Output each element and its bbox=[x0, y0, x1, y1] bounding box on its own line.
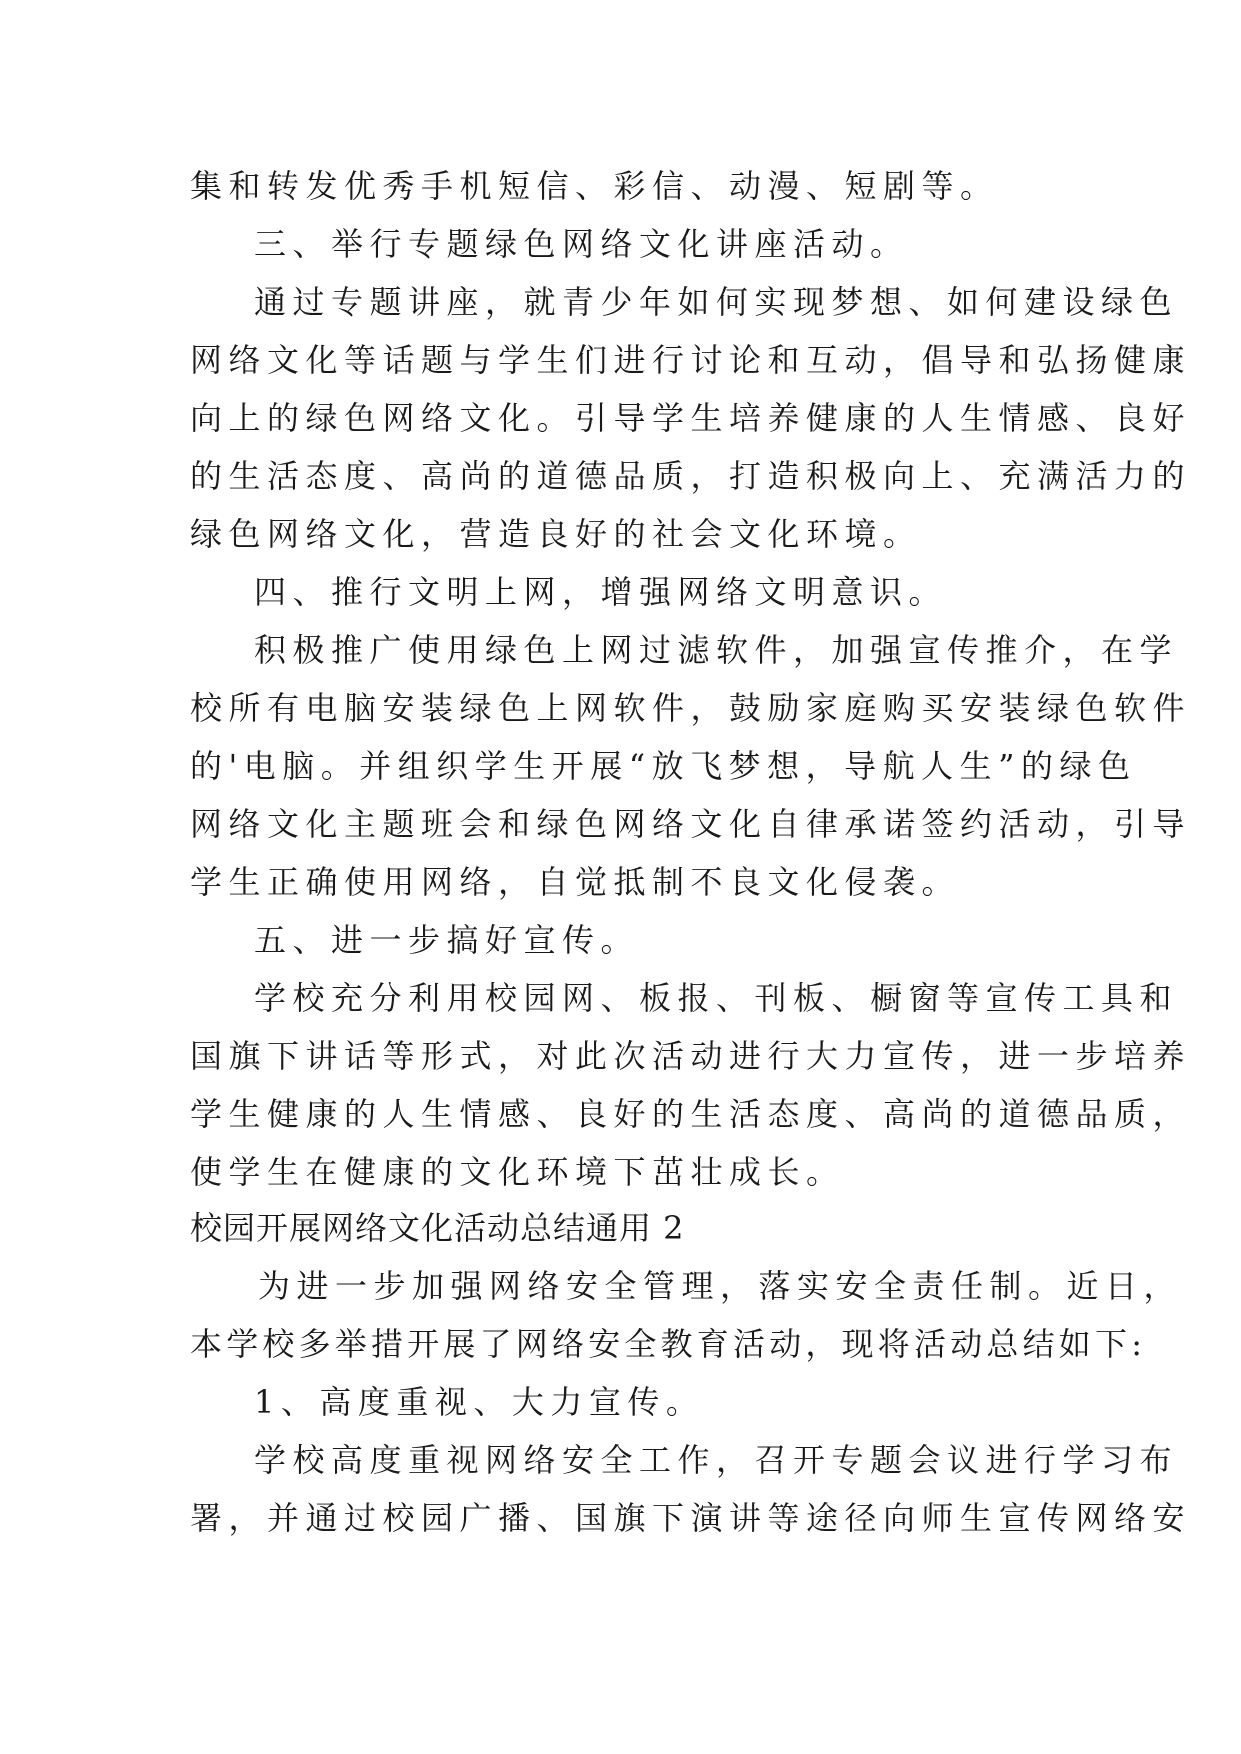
section-heading: 四、推行文明上网，增强网络文明意识。 bbox=[254, 573, 948, 611]
text-line: 集和转发优秀手机短信、彩信、动漫、短剧等。 bbox=[190, 167, 999, 205]
text-line: 通过专题讲座，就青少年如何实现梦想、如何建设绿色 bbox=[254, 283, 1179, 321]
text-line: 署，并通过校园广播、国旗下演讲等途径向师生宣传网络安 bbox=[190, 1499, 1192, 1537]
text-line: 学校高度重视网络安全工作，召开专题会议进行学习布 bbox=[254, 1441, 1179, 1479]
text-line: 学生正确使用网络，自觉抵制不良文化侵袭。 bbox=[190, 863, 961, 901]
text-line: 向上的绿色网络文化。引导学生培养健康的人生情感、良好 bbox=[190, 399, 1192, 437]
text-line: 网络文化等话题与学生们进行讨论和互动，倡导和弘扬健康 bbox=[190, 341, 1192, 379]
text-line: 网络文化主题班会和绿色网络文化自律承诺签约活动，引导 bbox=[190, 805, 1192, 843]
text-line: 使学生在健康的文化环境下茁壮成长。 bbox=[190, 1153, 845, 1191]
text-line: 的生活态度、高尚的道德品质，打造积极向上、充满活力的 bbox=[190, 457, 1192, 495]
text-line: 学生健康的人生情感、良好的生活态度、高尚的道德品质， bbox=[190, 1095, 1192, 1133]
text-line: 为进一步加强网络安全管理，落实安全责任制。近日， bbox=[258, 1267, 1183, 1305]
section-heading: 1、高度重视、大力宣传。 bbox=[254, 1383, 705, 1421]
text-line: 学校充分利用校园网、板报、刊板、橱窗等宣传工具和 bbox=[254, 979, 1179, 1017]
text-line: 的'电脑。并组织学生开展“放飞梦想，导航人生”的绿色 bbox=[190, 747, 1137, 785]
text-line: 本学校多举措开展了网络安全教育活动，现将活动总结如下: bbox=[190, 1325, 1147, 1363]
text-line: 国旗下讲话等形式，对此次活动进行大力宣传，进一步培养 bbox=[190, 1037, 1192, 1075]
text-line: 绿色网络文化，营造良好的社会文化环境。 bbox=[190, 515, 922, 553]
section-heading: 五、进一步搞好宣传。 bbox=[254, 921, 640, 959]
text-line: 积极推广使用绿色上网过滤软件，加强宣传推介，在学 bbox=[254, 631, 1179, 669]
section-heading: 三、举行专题绿色网络文化讲座活动。 bbox=[254, 225, 909, 263]
text-line: 校所有电脑安装绿色上网软件，鼓励家庭购买安装绿色软件 bbox=[190, 689, 1192, 727]
article-title: 校园开展网络文化活动总结通用 2 bbox=[190, 1209, 685, 1247]
